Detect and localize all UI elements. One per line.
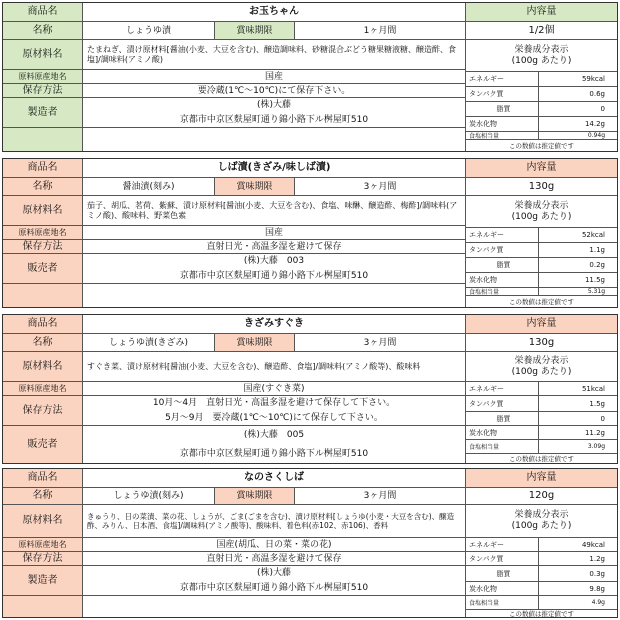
company-block <box>83 98 465 127</box>
name-label: 名称 <box>3 178 83 195</box>
product-name: きざみすぐき <box>83 315 466 333</box>
origin-label: 原料原産地名 <box>3 382 83 395</box>
ingredients-value: 茄子、胡瓜、茗荷、紫蘇、漬け原材料[醤油(小麦、大豆を含む)、食塩、味醂、醸造酢、梅酢]/調味料(アミノ酸)、酸味料、野菜色素 <box>87 200 458 220</box>
carbs-value: 11.2g <box>584 428 605 437</box>
storage-label: 保存方法 <box>3 396 83 425</box>
ingredients-label: 原材料名 <box>3 352 83 381</box>
protein-label: タンパク質 <box>466 552 539 565</box>
energy-label: エネルギー <box>466 382 539 395</box>
fat-value: 0.3g <box>589 569 605 578</box>
carbs-label: 炭水化物 <box>466 582 539 595</box>
protein-value: 0.6g <box>589 90 605 98</box>
fat-value: 0 <box>600 105 605 113</box>
company-name: (株)大藤 <box>256 568 292 579</box>
origin-value: 国産 <box>264 227 283 238</box>
product-name-label: 商品名 <box>3 3 83 21</box>
name-label: 名称 <box>3 334 83 351</box>
salt-label: 食塩相当量 <box>466 440 539 453</box>
energy-value: 49kcal <box>581 540 605 549</box>
nutrition-basis: (100g あたり) <box>511 366 572 377</box>
ingredients-value: たまねぎ、漬け原材料[醤油(小麦、大豆を含む)、醸造調味料、砂糖混合ぶどう糖果糖液糖、醸造酢、食塩]/調味料(アミノ酸) <box>87 44 457 64</box>
fat-label: 脂質 <box>466 102 539 116</box>
company-block <box>83 254 465 283</box>
carbs-label: 炭水化物 <box>466 426 539 439</box>
salt-value: 4.9g <box>591 599 605 606</box>
salt-label: 食塩相当量 <box>466 288 539 295</box>
company-name: (株)大藤 005 <box>243 430 305 441</box>
seller-label: 販売者 <box>3 426 83 463</box>
contents-label: 内容量 <box>466 159 617 177</box>
estimate-note: この数値は推定値です <box>509 298 574 306</box>
ingredients-label: 原材料名 <box>3 196 83 225</box>
product-name: なのさくしば <box>83 469 466 487</box>
name-value: しょうゆ漬 <box>83 22 215 39</box>
product-label-card <box>2 468 618 618</box>
nutrition-title: 栄養成分表示 <box>514 44 569 55</box>
name-label: 名称 <box>3 488 83 504</box>
shelf-life-value: 3ヶ月間 <box>295 178 466 195</box>
seller-label: 販売者 <box>3 254 83 283</box>
energy-value: 52kcal <box>581 231 605 239</box>
blank-label <box>3 596 83 617</box>
origin-value: 国産(胡瓜、日の菜・菜の花) <box>216 539 332 550</box>
energy-label: エネルギー <box>466 538 539 551</box>
origin-label: 原料原産地名 <box>3 538 83 551</box>
contents-value: 120g <box>528 490 555 501</box>
product-name: しば漬(きざみ/味しば漬) <box>83 159 466 177</box>
storage-label: 保存方法 <box>3 552 83 565</box>
protein-label: タンパク質 <box>466 87 539 101</box>
origin-value: 国産 <box>264 71 283 82</box>
nutrition-panel <box>465 505 617 617</box>
name-label: 名称 <box>3 22 83 39</box>
salt-value: 5.31g <box>587 288 605 295</box>
estimate-note: この数値は推定値です <box>509 455 574 463</box>
estimate-note: この数値は推定値です <box>509 610 574 618</box>
ingredients-label: 原材料名 <box>3 505 83 537</box>
shelf-life-label: 賞味期限 <box>215 178 295 195</box>
contents-value: 130g <box>528 336 555 348</box>
salt-value: 3.09g <box>587 443 605 450</box>
storage-value: 直射日光・高温多湿を避けて保存 <box>206 241 342 252</box>
storage-value: 直射日光・高温多湿を避けて保存 <box>206 553 342 564</box>
company-address: 京都市中京区麩屋町通り錦小路下ル桝屋町510 <box>179 270 369 281</box>
protein-label: タンパク質 <box>466 243 539 257</box>
protein-value: 1.5g <box>589 399 605 408</box>
shelf-life-label: 賞味期限 <box>215 334 295 351</box>
carbs-value: 11.5g <box>584 276 605 284</box>
salt-label: 食塩相当量 <box>466 132 539 139</box>
nutrition-panel <box>465 40 617 151</box>
fat-label: 脂質 <box>466 258 539 272</box>
origin-label: 原料原産地名 <box>3 226 83 239</box>
shelf-life-value: 3ヶ月間 <box>295 488 466 504</box>
carbs-value: 14.2g <box>584 120 605 128</box>
ingredients-value: すぐき菜、漬け原材料[醤油(小麦、大豆を含む)、醸造酢、食塩]/調味料(アミノ酸等)、酸味料 <box>87 361 421 371</box>
nutrition-panel <box>465 352 617 463</box>
product-name-label: 商品名 <box>3 159 83 177</box>
storage-label: 保存方法 <box>3 84 83 97</box>
estimate-note: この数値は推定値です <box>509 142 574 150</box>
product-label-card <box>2 2 618 152</box>
fat-value: 0.2g <box>589 261 605 269</box>
shelf-life-label: 賞味期限 <box>215 22 295 39</box>
shelf-life-label: 賞味期限 <box>215 488 295 504</box>
carbs-label: 炭水化物 <box>466 117 539 131</box>
product-name-label: 商品名 <box>3 469 83 487</box>
company-name: (株)大藤 003 <box>243 256 305 267</box>
energy-label: エネルギー <box>466 228 539 242</box>
company-address: 京都市中京区麩屋町通り錦小路下ル桝屋町510 <box>179 582 369 593</box>
company-address: 京都市中京区麩屋町通り錦小路下ル桝屋町510 <box>179 114 369 125</box>
carbs-value: 9.8g <box>589 584 605 593</box>
fat-label: 脂質 <box>466 412 539 425</box>
blank-label <box>3 284 83 307</box>
ingredients-value: きゅうり、日の菜漬、菜の花、しょうが、ごま(ごまを含む)、漬け原材料[しょうゆ(小麦・大豆を含む)、醸造酢、みりん、日本酒、食塩]/調味料(アミノ酸等)、酸味料、着色料(赤102、赤106)、香料 <box>87 512 455 530</box>
nutrition-basis: (100g あたり) <box>511 521 572 531</box>
carbs-label: 炭水化物 <box>466 273 539 287</box>
energy-value: 59kcal <box>581 75 605 83</box>
contents-value: 1/2個 <box>528 24 555 36</box>
storage-line-1: 10月～4月 直射日光・高温多湿を避けて保存して下さい。 <box>152 398 396 409</box>
protein-value: 1.1g <box>589 246 605 254</box>
product-name-label: 商品名 <box>3 315 83 333</box>
ingredients-label: 原材料名 <box>3 40 83 69</box>
energy-label: エネルギー <box>466 72 539 86</box>
nutrition-basis: (100g あたり) <box>511 55 572 66</box>
protein-value: 1.2g <box>589 554 605 563</box>
contents-label: 内容量 <box>466 3 617 21</box>
nutrition-basis: (100g あたり) <box>511 211 572 222</box>
shelf-life-value: 3ヶ月間 <box>295 334 466 351</box>
contents-label: 内容量 <box>466 315 617 333</box>
fat-value: 0 <box>600 414 605 423</box>
storage-value: 要冷蔵(1℃～10℃)にて保存下さい。 <box>197 85 351 96</box>
nutrition-title: 栄養成分表示 <box>514 510 569 520</box>
storage-label: 保存方法 <box>3 240 83 253</box>
product-label-card <box>2 158 618 308</box>
company-block <box>83 426 465 463</box>
energy-value: 51kcal <box>581 384 605 393</box>
company-block <box>83 566 465 595</box>
salt-label: 食塩相当量 <box>466 596 539 609</box>
nutrition-title: 栄養成分表示 <box>514 200 569 211</box>
salt-value: 0.94g <box>587 132 605 139</box>
product-label-card <box>2 314 618 464</box>
origin-label: 原料原産地名 <box>3 70 83 83</box>
fat-label: 脂質 <box>466 566 539 581</box>
name-value: しょうゆ漬(きざみ) <box>83 334 215 351</box>
company-address: 京都市中京区麩屋町通り錦小路下ル桝屋町510 <box>179 448 369 459</box>
contents-label: 内容量 <box>466 469 617 487</box>
origin-value: 国産(すぐき菜) <box>243 383 305 394</box>
protein-label: タンパク質 <box>466 396 539 411</box>
shelf-life-value: 1ヶ月間 <box>295 22 466 39</box>
name-value: 醤油漬(刻み) <box>83 178 215 195</box>
blank-label <box>3 128 83 151</box>
manufacturer-label: 製造者 <box>3 98 83 127</box>
company-name: (株)大藤 <box>256 100 292 111</box>
nutrition-panel <box>465 196 617 307</box>
product-name: お玉ちゃん <box>83 3 466 21</box>
nutrition-title: 栄養成分表示 <box>514 355 569 366</box>
name-value: しょうゆ漬(刻み) <box>83 488 215 504</box>
storage-block <box>83 396 465 425</box>
manufacturer-label: 製造者 <box>3 566 83 595</box>
contents-value: 130g <box>528 180 555 192</box>
storage-line-2: 5月～9月 要冷蔵(1℃～10℃)にて保存して下さい。 <box>165 412 383 423</box>
